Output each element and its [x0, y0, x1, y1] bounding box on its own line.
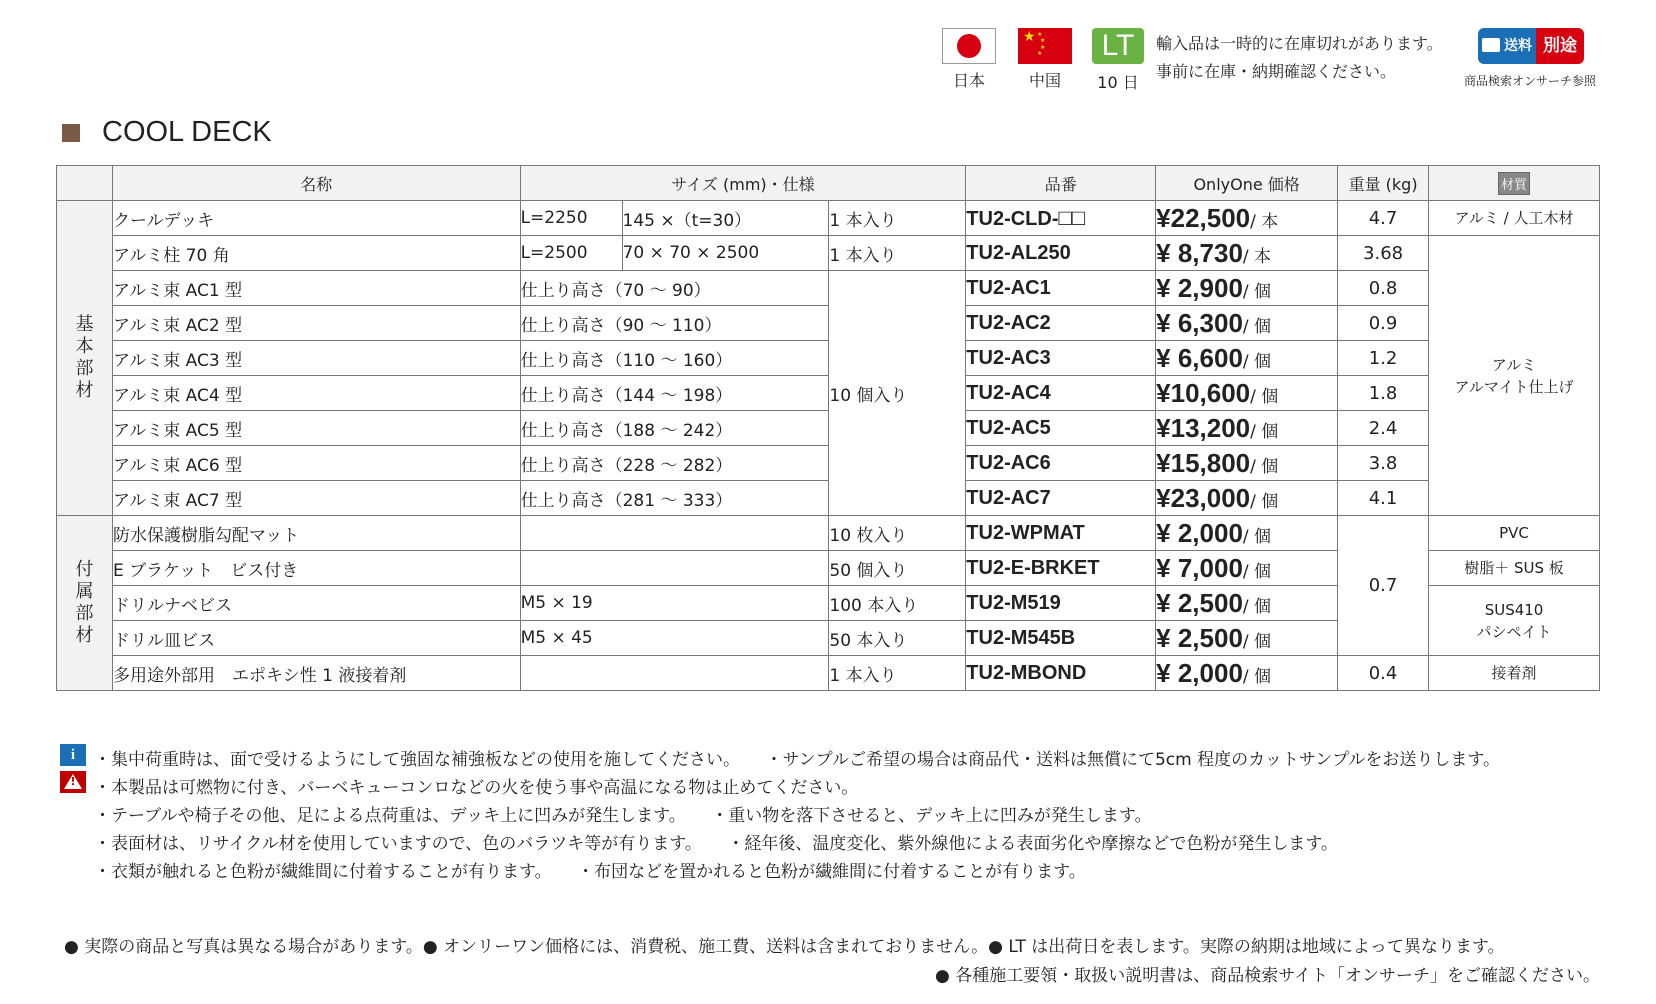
- header-material: [1429, 166, 1600, 201]
- row-name: ドリル皿ビス: [112, 621, 520, 656]
- header-code: 品番: [966, 166, 1156, 201]
- header-size: サイズ (mm)・仕様: [520, 166, 966, 201]
- row-price: ¥ 2,900/ 個: [1156, 271, 1338, 306]
- table-row: [57, 376, 1600, 411]
- row-size: 145 ×（t=30）: [622, 201, 829, 236]
- row-length: L=2250: [520, 201, 622, 236]
- row-pack: 1 本入り: [829, 656, 966, 691]
- row-price: ¥22,500/ 本: [1156, 201, 1338, 236]
- row-price: ¥ 8,730/ 本: [1156, 236, 1338, 271]
- row-code: TU2-WPMAT: [966, 516, 1156, 551]
- note-line: ・表面材は、リサイクル材を使用していますので、色のバラツキ等が有ります。 ・経年後、温度変化、紫外線他による表面劣化や摩擦などで色粉が発生します。: [94, 834, 1339, 854]
- row-price: ¥ 2,500/ 個: [1156, 621, 1338, 656]
- table-row: [57, 341, 1600, 376]
- shipping-right-text: 別途: [1536, 28, 1584, 64]
- row-size: [520, 656, 829, 691]
- table-row: [57, 411, 1600, 446]
- row-material: SUS410 パシペイト: [1429, 586, 1600, 656]
- row-size: 仕上り高さ（144 ～ 198）: [520, 376, 829, 411]
- row-size: [520, 516, 829, 551]
- table-header-row: [57, 166, 1600, 201]
- row-price: ¥ 2,500/ 個: [1156, 586, 1338, 621]
- stock-notice-line2: 事前に在庫・納期確認ください。: [1156, 62, 1397, 81]
- row-code: TU2-CLD-□□: [966, 201, 1156, 236]
- row-name: クールデッキ: [112, 201, 520, 236]
- shipping-caption: 商品検索オンサーチ参照: [1464, 74, 1597, 88]
- footer-line1: ● 実際の商品と写真は異なる場合があります。● オンリーワン価格には、消費税、施工費、送料は含まれておりません。● LT は出荷日を表します。実際の納期は地域によって異なります。: [64, 937, 1505, 957]
- stock-notice: [1156, 30, 1443, 86]
- row-name: アルミ束 AC7 型: [112, 481, 520, 516]
- row-size: [520, 551, 829, 586]
- row-size: M5 × 45: [520, 621, 829, 656]
- row-price: ¥ 7,000/ 個: [1156, 551, 1338, 586]
- table-row: [57, 481, 1600, 516]
- row-weight: 1.8: [1338, 376, 1429, 411]
- row-name: 防水保護樹脂勾配マット: [112, 516, 520, 551]
- footer-line2: ● 各種施工要領・取扱い説明書は、商品検索サイト「オンサーチ」をご確認ください。: [934, 966, 1600, 986]
- row-weight: 3.68: [1338, 236, 1429, 271]
- row-price: ¥ 2,000/ 個: [1156, 656, 1338, 691]
- code-placeholder-boxes: □□: [1058, 205, 1086, 230]
- lt-badge-icon: LT: [1092, 28, 1144, 64]
- row-code: TU2-AC1: [966, 271, 1156, 306]
- row-weight: 3.8: [1338, 446, 1429, 481]
- row-size: 仕上り高さ（70 ～ 90）: [520, 271, 829, 306]
- material-icon: 材質: [1498, 172, 1530, 195]
- row-pack: 10 個入り: [829, 271, 966, 516]
- row-name: E ブラケット ビス付き: [112, 551, 520, 586]
- spec-table: [56, 165, 1600, 691]
- row-code: TU2-AC6: [966, 446, 1156, 481]
- row-name: アルミ束 AC4 型: [112, 376, 520, 411]
- table-row: [57, 446, 1600, 481]
- japan-flag-icon: [942, 28, 996, 64]
- warning-icon: !: [60, 771, 86, 793]
- row-code: TU2-AC5: [966, 411, 1156, 446]
- row-pack: 1 本入り: [829, 236, 966, 271]
- row-material: 樹脂＋ SUS 板: [1429, 551, 1600, 586]
- row-name: ドリルナベビス: [112, 586, 520, 621]
- header-price: OnlyOne 価格: [1156, 166, 1338, 201]
- row-price: ¥13,200/ 個: [1156, 411, 1338, 446]
- row-code: TU2-AC3: [966, 341, 1156, 376]
- category-accessory: 付属部材: [57, 516, 113, 691]
- row-code: TU2-M545B: [966, 621, 1156, 656]
- note-line: ・テーブルや椅子その他、足による点荷重は、デッキ上に凹みが発生します。 ・重い物を落下させると、デッキ上に凹みが発生します。: [94, 806, 1152, 826]
- truck-icon: [1482, 38, 1500, 52]
- row-pack: 1 本入り: [829, 201, 966, 236]
- row-length: L=2500: [520, 236, 622, 271]
- row-size: M5 × 19: [520, 586, 829, 621]
- row-weight: 0.8: [1338, 271, 1429, 306]
- row-weight: 0.7: [1338, 516, 1429, 656]
- row-material: PVC: [1429, 516, 1600, 551]
- table-row: [57, 306, 1600, 341]
- row-weight: 1.2: [1338, 341, 1429, 376]
- row-code: TU2-AL250: [966, 236, 1156, 271]
- row-pack: 100 本入り: [829, 586, 966, 621]
- row-weight: 2.4: [1338, 411, 1429, 446]
- row-weight: 0.4: [1338, 656, 1429, 691]
- row-code: TU2-MBOND: [966, 656, 1156, 691]
- shipping-left-text: 送料: [1504, 38, 1532, 54]
- row-name: アルミ束 AC5 型: [112, 411, 520, 446]
- info-icon: i: [60, 744, 86, 766]
- row-material: 接着剤: [1429, 656, 1600, 691]
- row-size: 仕上り高さ（281 ～ 333）: [520, 481, 829, 516]
- row-price: ¥10,600/ 個: [1156, 376, 1338, 411]
- row-size: 70 × 70 × 2500: [622, 236, 829, 271]
- lt-label: 10 日: [1097, 73, 1139, 92]
- row-weight: 0.9: [1338, 306, 1429, 341]
- row-code: TU2-AC4: [966, 376, 1156, 411]
- row-code: TU2-M519: [966, 586, 1156, 621]
- note-line: ・衣類が触れると色粉が繊維間に付着することが有ります。 ・布団などを置かれると色粉が繊維間に付着することが有ります。: [94, 862, 1086, 882]
- row-name: アルミ束 AC3 型: [112, 341, 520, 376]
- stock-notice-line1: 輸入品は一時的に在庫切れがあります。: [1156, 34, 1443, 53]
- row-price: ¥15,800/ 個: [1156, 446, 1338, 481]
- header-weight: 重量 (kg): [1338, 166, 1429, 201]
- row-size: 仕上り高さ（90 ～ 110）: [520, 306, 829, 341]
- row-weight: 4.7: [1338, 201, 1429, 236]
- note-line: ・集中荷重時は、面で受けるようにして強固な補強板などの使用を施してください。 ・サンプルご希望の場合は商品代・送料は無償にて5cm 程度のカットサンプルをお送りします。: [94, 750, 1501, 770]
- row-price: ¥23,000/ 個: [1156, 481, 1338, 516]
- row-code: TU2-E-BRKET: [966, 551, 1156, 586]
- table-row: [57, 656, 1600, 691]
- row-code: TU2-AC7: [966, 481, 1156, 516]
- shipping-badge-icon: [1478, 28, 1584, 64]
- row-code: TU2-AC2: [966, 306, 1156, 341]
- page-title: COOL DECK: [102, 116, 272, 148]
- header-name: 名称: [112, 166, 520, 201]
- row-name: アルミ束 AC1 型: [112, 271, 520, 306]
- row-name: 多用途外部用 エポキシ性 1 液接着剤: [112, 656, 520, 691]
- row-size: 仕上り高さ（188 ～ 242）: [520, 411, 829, 446]
- row-name: アルミ束 AC6 型: [112, 446, 520, 481]
- row-size: 仕上り高さ（228 ～ 282）: [520, 446, 829, 481]
- row-weight: 4.1: [1338, 481, 1429, 516]
- row-price: ¥ 2,000/ 個: [1156, 516, 1338, 551]
- row-pack: 50 本入り: [829, 621, 966, 656]
- japan-label: 日本: [952, 71, 985, 90]
- note-line: ・本製品は可燃物に付き、バーベキューコンロなどの火を使う事や高温になる物は止めてください。: [94, 778, 859, 798]
- table-row: [57, 201, 1600, 236]
- table-row: [57, 271, 1600, 306]
- row-name: アルミ柱 70 角: [112, 236, 520, 271]
- row-name: アルミ束 AC2 型: [112, 306, 520, 341]
- row-material: アルミ / 人工木材: [1429, 201, 1600, 236]
- row-size: 仕上り高さ（110 ～ 160）: [520, 341, 829, 376]
- row-price: ¥ 6,300/ 個: [1156, 306, 1338, 341]
- row-pack: 10 枚入り: [829, 516, 966, 551]
- row-price: ¥ 6,600/ 個: [1156, 341, 1338, 376]
- category-basic: 基本部材: [57, 201, 113, 516]
- china-flag-icon: ★ ★ ★ ★ ★: [1018, 28, 1072, 64]
- china-label: 中国: [1028, 71, 1061, 90]
- table-row: [57, 236, 1600, 271]
- row-pack: 50 個入り: [829, 551, 966, 586]
- title-square-icon: [62, 124, 80, 142]
- table-row: [57, 516, 1600, 551]
- row-material: アルミ アルマイト仕上げ: [1429, 236, 1600, 516]
